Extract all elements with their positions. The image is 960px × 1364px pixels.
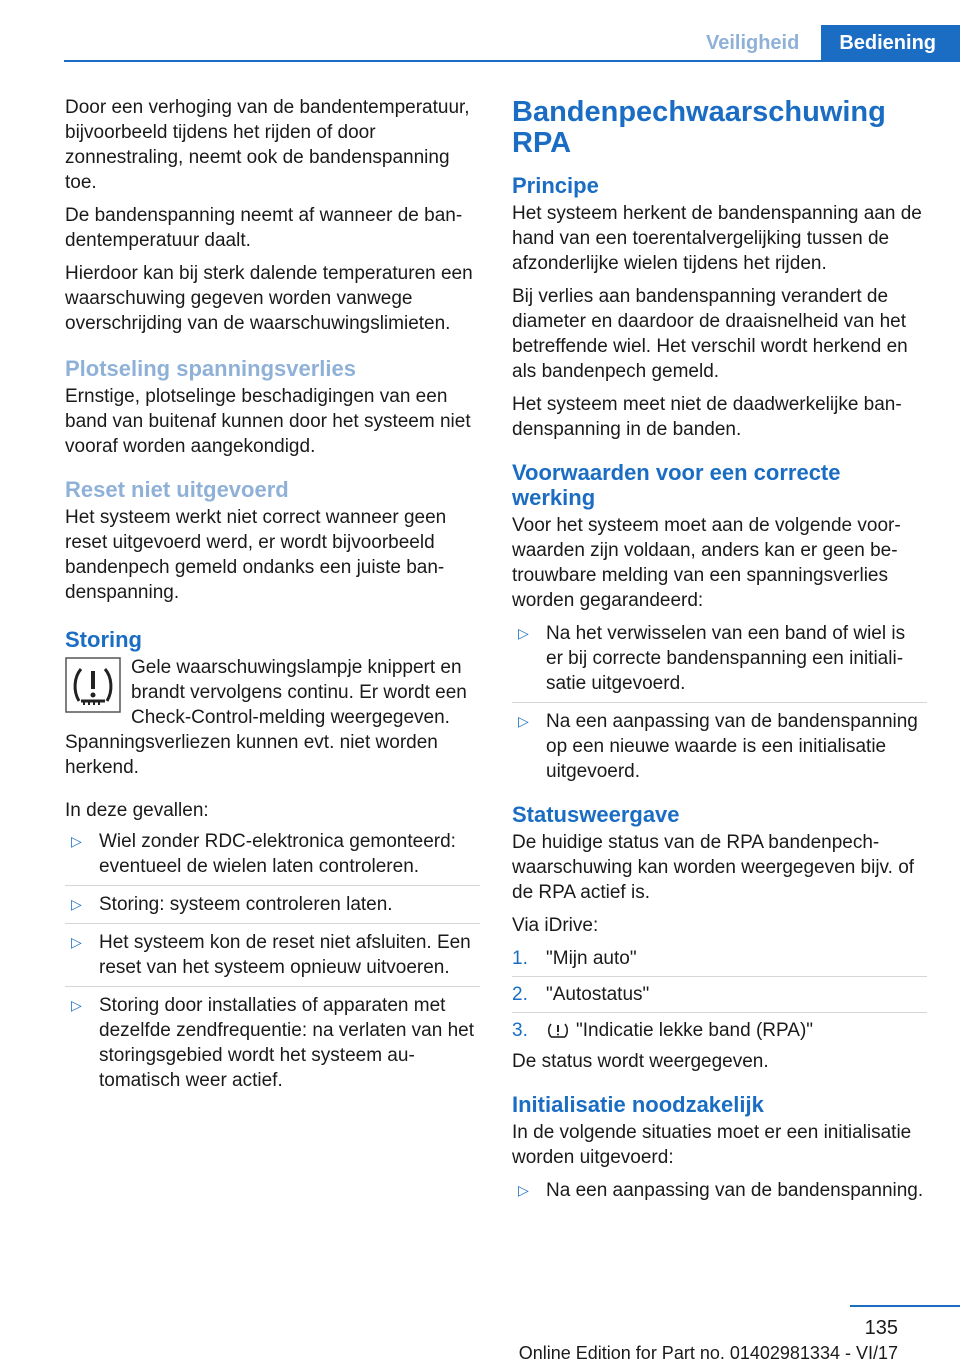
failure-cases-list [65,829,480,1093]
list-item: 2. "Autostatus" [512,976,927,1007]
conditions-list [512,621,927,784]
tire-pressure-warning-icon [65,657,121,713]
list-item: 3. "Indicatie lekke band (RPA)" [512,1012,927,1043]
warning-block [65,655,480,780]
page-number: 135 [864,1317,898,1339]
list-item: ▷ Het systeem kon de reset niet afsluiten. Een reset van het systeem opnieuw uitvoeren. [65,923,480,980]
paragraph: Het systeem werkt niet correct wanneer geen reset uitgevoerd werd, er wordt bijvoorbeeld bandenpech gemeld ondanks een juiste bandenspanning. [65,507,447,603]
triangle-bullet-icon: ▷ [71,934,82,950]
section-title: Bandenpechwaarschuwing RPA [512,96,886,159]
list-item: ▷ Na een aanpassing van de bandenspanning op een nieuwe waarde is een initialisatie uitgevoerd. [512,702,927,784]
paragraph: De huidige status van de RPA bandenpechwaarschuwing kan worden weergegeven bijv. of de RPA actief is. [512,832,915,903]
left-column [65,95,480,1103]
status-steps-list [512,946,927,1043]
paragraph: Bij verlies aan bandenspanning verandert de diameter en daardoor de draaisnelheid van het betreffende wiel. Het verschil wordt herkend en als bandenpech gemeld. [512,286,908,382]
triangle-bullet-icon: ▷ [518,713,529,729]
edition-footer: Online Edition for Part no. 01402981334 - VI/17 [518,1343,898,1363]
paragraph: In de volgende situaties moet er een initialisatie worden uitgevoerd: [512,1122,912,1168]
triangle-bullet-icon: ▷ [71,997,82,1013]
list-item: ▷ Wiel zonder RDC-elektronica gemonteerd: eventueel de wielen laten controleren. [71,831,456,877]
paragraph: Het systeem herkent de bandenspanning aan de hand van een toerentalvergelijking tussen de afzonderlijke wielen tijdens het rijden. [512,203,922,274]
paragraph: Door een verhoging van de bandentemperatuur, bijvoorbeeld tijdens het rijden of door zonnestraling, neemt ook de bandenspanning toe. [65,97,470,193]
warning-text: Gele waarschuwingslampje knippert en brandt vervolgens continu. Er wordt een Check-Control-melding weergegeven. Spanningsverliezen kunnen evt. niet worden herkend. [65,657,467,778]
chapter-tabs [684,25,960,61]
footer-rule [850,1305,960,1307]
paragraph: Het systeem meet niet de daadwerkelijke bandenspanning in de banden. [512,394,902,440]
paragraph: Hierdoor kan bij sterk dalende temperaturen een waarschuwing gegeven worden vanwege overschrijding van de waarschuwingslimieten. [65,263,473,334]
heading-failure: Storing [65,627,142,652]
paragraph: Voor het systeem moet aan de volgende voorwaarden zijn voldaan, anders kan er geen betrouwbare melding van een spanningsverlies worden gegarandeerd: [512,515,901,611]
heading-principle: Principe [512,173,599,198]
list-item: ▷ Storing: systeem controleren laten. [65,885,480,917]
triangle-bullet-icon: ▷ [518,1182,529,1198]
paragraph: De bandenspanning neemt af wanneer de bandentemperatuur daalt. [65,205,463,251]
heading-init: Initialisatie noodzakelijk [512,1092,764,1117]
heading-status: Statusweergave [512,802,680,827]
paragraph: Via iDrive: [512,915,599,936]
list-item: ▷ Na een aanpassing van de bandenspanning. [518,1180,924,1201]
header-rule [64,60,960,62]
triangle-bullet-icon: ▷ [71,896,82,912]
right-column [512,95,927,1213]
list-item: 1. "Mijn auto" [512,948,637,969]
heading-reset: Reset niet uitgevoerd [65,477,289,502]
paragraph: In deze gevallen: [65,800,209,821]
list-item: ▷ Storing door installaties of apparaten met dezelfde zendfrequentie: na verlaten van het storingsgebied wordt het systeem automatisch weer actief. [65,986,480,1093]
list-item: ▷ Na het verwisselen van een band of wiel is er bij correcte bandenspanning een initialisatie uitgevoerd. [518,623,906,694]
tab-veiligheid[interactable]: Veiligheid [684,25,821,61]
tire-pressure-icon [546,1022,570,1040]
triangle-bullet-icon: ▷ [518,625,529,641]
heading-conditions: Voorwaarden voor een correcte werking [512,460,841,510]
init-list [512,1178,927,1203]
paragraph: Ernstige, plotselinge beschadigingen van een band van buitenaf kunnen door het systeem niet vooraf worden aangekondigd. [65,386,471,457]
heading-sudden-loss: Plotseling spanningsverlies [65,356,356,381]
paragraph: De status wordt weergegeven. [512,1051,769,1072]
tab-bediening[interactable]: Bediening [821,25,960,61]
triangle-bullet-icon: ▷ [71,833,82,849]
